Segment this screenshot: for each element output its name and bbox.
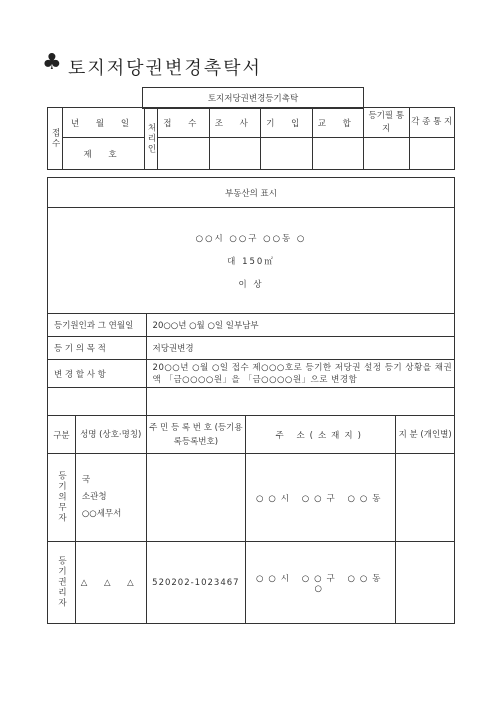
holder-name: △ △ △	[75, 542, 146, 624]
page-title: 토지저당권변경촉탁서	[68, 58, 262, 79]
obligor-label: 등기의무자	[48, 454, 76, 542]
col-investigate: 조 사	[209, 108, 261, 138]
commission-heading: 토지저당권변경등기촉탁	[143, 88, 364, 109]
commission-heading-table	[142, 87, 364, 109]
col-receipt: 접 수	[158, 108, 210, 138]
change-label: 변 경 할 사 항	[48, 360, 147, 388]
cell-entry	[261, 138, 313, 170]
purpose-value: 저당권변경	[146, 337, 454, 360]
col-check: 교 합	[312, 108, 364, 138]
cell-check	[312, 138, 364, 170]
receipt-table	[47, 107, 455, 170]
obligor-name-line-3: ○○세무서	[81, 509, 122, 519]
cause-value: 20○○년 ○월 ○일 일부남부	[146, 314, 454, 337]
col-entry: 기 입	[261, 108, 313, 138]
holder-share	[396, 542, 455, 624]
main-table	[47, 177, 455, 624]
header-type: 구분	[48, 416, 76, 454]
receipt-label: 접수	[48, 108, 63, 170]
header-name: 성명 (상호·명칭)	[75, 416, 146, 454]
header-address: 주 소(소재지)	[246, 416, 396, 454]
process-label: 처리인	[144, 108, 157, 170]
cell-various-notice	[409, 138, 455, 170]
blank-label	[48, 388, 147, 416]
club-icon: ♣	[42, 50, 62, 75]
date-label: 년 월 일	[63, 108, 145, 138]
header-id: 주 민 등 록 번 호 (등기용록등록번호)	[146, 416, 246, 454]
holder-address: ○○시 ○○구 ○○동 ○	[246, 542, 396, 624]
holder-label: 등기권리자	[48, 542, 76, 624]
property-end: 이 상	[238, 279, 264, 290]
number-label: 제 호	[63, 138, 145, 170]
property-area: 대 150㎡	[227, 256, 275, 267]
change-value: 20○○년 ○월 ○일 접수 제○○○호로 등기한 저당권 설정 등기 상황을 채권액 「금○○○○원」을 「금○○○○원」으로 변경함	[146, 360, 454, 388]
property-heading: 부동산의 표시	[48, 178, 455, 208]
property-description	[48, 208, 455, 314]
obligor-name-line-1: 국	[81, 475, 91, 485]
property-address: ○○시 ○○구 ○○동 ○	[195, 233, 307, 244]
header-share: 지 분 (개인별)	[396, 416, 455, 454]
obligor-name-line-2: 소관청	[81, 492, 107, 502]
obligor-address: ○○시 ○○구 ○○동	[246, 454, 396, 542]
obligor-share	[396, 454, 455, 542]
cause-label: 등기원인과 그 연월일	[48, 314, 147, 337]
cell-receipt	[158, 138, 210, 170]
blank-value	[146, 388, 454, 416]
holder-id: 520202-1023467	[146, 542, 246, 624]
cell-investigate	[209, 138, 261, 170]
purpose-label: 등 기 의 목 적	[48, 337, 147, 360]
col-various-notice: 각 종 통 지	[409, 108, 455, 138]
col-registered-notice: 등기필 통 지	[364, 108, 409, 138]
obligor-name	[75, 454, 146, 542]
obligor-id	[146, 454, 246, 542]
cell-registered-notice	[364, 138, 409, 170]
